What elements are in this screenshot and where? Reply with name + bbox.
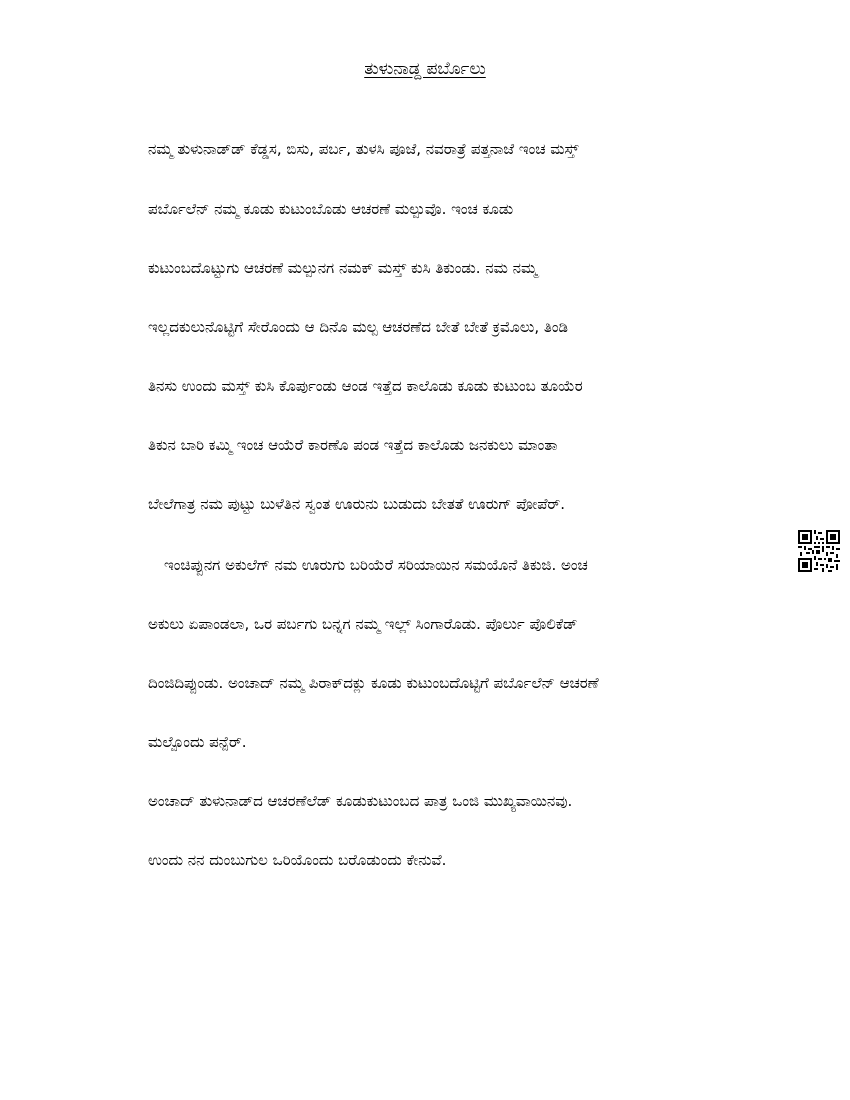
- paragraph-line: ಅಕುಲು ಏಪಾಂಡಲಾ, ಒರ ಪರ್ಬಗು ಬನ್ನಗ ನಮ್ಮ ಇಲ್ಲ್ ಸಿಂಗಾರೊಡು. ಪೊರ್ಲು ಪೊಲಿಕೆಡ್: [148, 615, 578, 633]
- paragraph-line: ಪರ್ಬೊಲೆನ್ ನಮ್ಮ ಕೂಡು ಕುಟುಂಬೊಡು ಆಚರಣೆ ಮಲ್ಪುವೊ. ಇಂಚ ಕೂಡು: [148, 200, 514, 218]
- paragraph-line: ಇಂಚಿಪ್ಪುನಗ ಅಕುಲೆಗ್ ನಮ ಊರುಗು ಬರಿಯೆರೆ ಸರಿಯಾಯಿನ ಸಮಯೊನೆ ತಿಕುಜಿ. ಅಂಚ: [164, 556, 588, 574]
- paragraph-line: ತಿನಸು ಉಂದು ಮಸ್ತ್ ಕುಸಿ ಕೊರ್ಪುಂಡು ಆಂಡ ಇತ್ತೆದ ಕಾಲೊಡು ಕೂಡು ಕುಟುಂಬ ತೂಯೆರ: [148, 377, 583, 395]
- paragraph-line: ತಿಕುನ ಬಾರಿ ಕಮ್ಮಿ ಇಂಚ ಆಯೆರೆ ಕಾರಣೊ ಪಂಡ ಇತ್ತೆದ ಕಾಲೊಡು ಜನಕುಲು ಮಾಂತಾ: [148, 436, 558, 454]
- paragraph-line: ಅಂಚಾದ್ ತುಳುನಾಡ್‌ದ ಆಚರಣೆಲೆಡ್ ಕೂಡುಕುಟುಂಬದ ಪಾತ್ರ ಒಂಜಿ ಮುಖ್ಯವಾಯಿನವು.: [148, 792, 573, 810]
- paragraph-line: ಮಲ್ಪೊಂದು ಪನ್ಪೆರ್.: [148, 733, 247, 751]
- paragraph-line: ಬೇಲೆಗಾತ್ರ ನಮ ಪುಟ್ಟು ಬುಳೆತಿನ ಸ್ವಂತ ಊರುನು ಬುಡುದು ಬೇತತೆ ಊರುಗ್ ಪೋಪೆರ್.: [148, 495, 565, 513]
- document-title: ತುಳುನಾಡ್ದ ಪರ್ಬೊಲು: [364, 59, 486, 79]
- paragraph-line: ದಿಂಜಿದಿಪ್ಪುಂಡು. ಅಂಚಾದ್ ನಮ್ಮ ಪಿರಾಕ್‌ದಕ್ಲು ಕೂಡು ಕುಟುಂಬದೊಟ್ಟಿಗೆ ಪರ್ಬೊಲೆನ್ ಆಚರಣೆ: [148, 674, 599, 692]
- paragraph-line: ಇಲ್ಲದಕುಲುನೊಟ್ಟಿಗೆ ಸೇರೊಂದು ಆ ದಿನೊ ಮಲ್ಪ ಆಚರಣೆದ ಬೇತೆ ಬೇತೆ ಕ್ರಮೊಲು, ತಿಂಡಿ: [148, 318, 568, 336]
- qr-code-icon: [798, 530, 840, 572]
- paragraph-line: ಕುಟುಂಬದೊಟ್ಟುಗು ಆಚರಣೆ ಮಲ್ಪುನಗ ನಮಕ್ ಮಸ್ತ್ ಕುಸಿ ತಿಕುಂಡು. ನಮ ನಮ್ಮ: [148, 259, 538, 277]
- paragraph-line: ನಮ್ಮ ತುಳುನಾಡ್‌ಡ್ ಕೆಡ್ಡಸ, ಬಿಸು, ಪರ್ಬ, ತುಳಸಿ ಪೂಜೆ, ನವರಾತ್ರೆ ಪತ್ತನಾಜೆ ಇಂಚ ಮಸ್ತ್: [148, 140, 579, 158]
- paragraph-line: ಉಂದು ನನ ದುಂಬುಗುಲ ಒರಿಯೊಂದು ಬರೊಡುಂದು ಕೇನುವೆ.: [148, 851, 447, 869]
